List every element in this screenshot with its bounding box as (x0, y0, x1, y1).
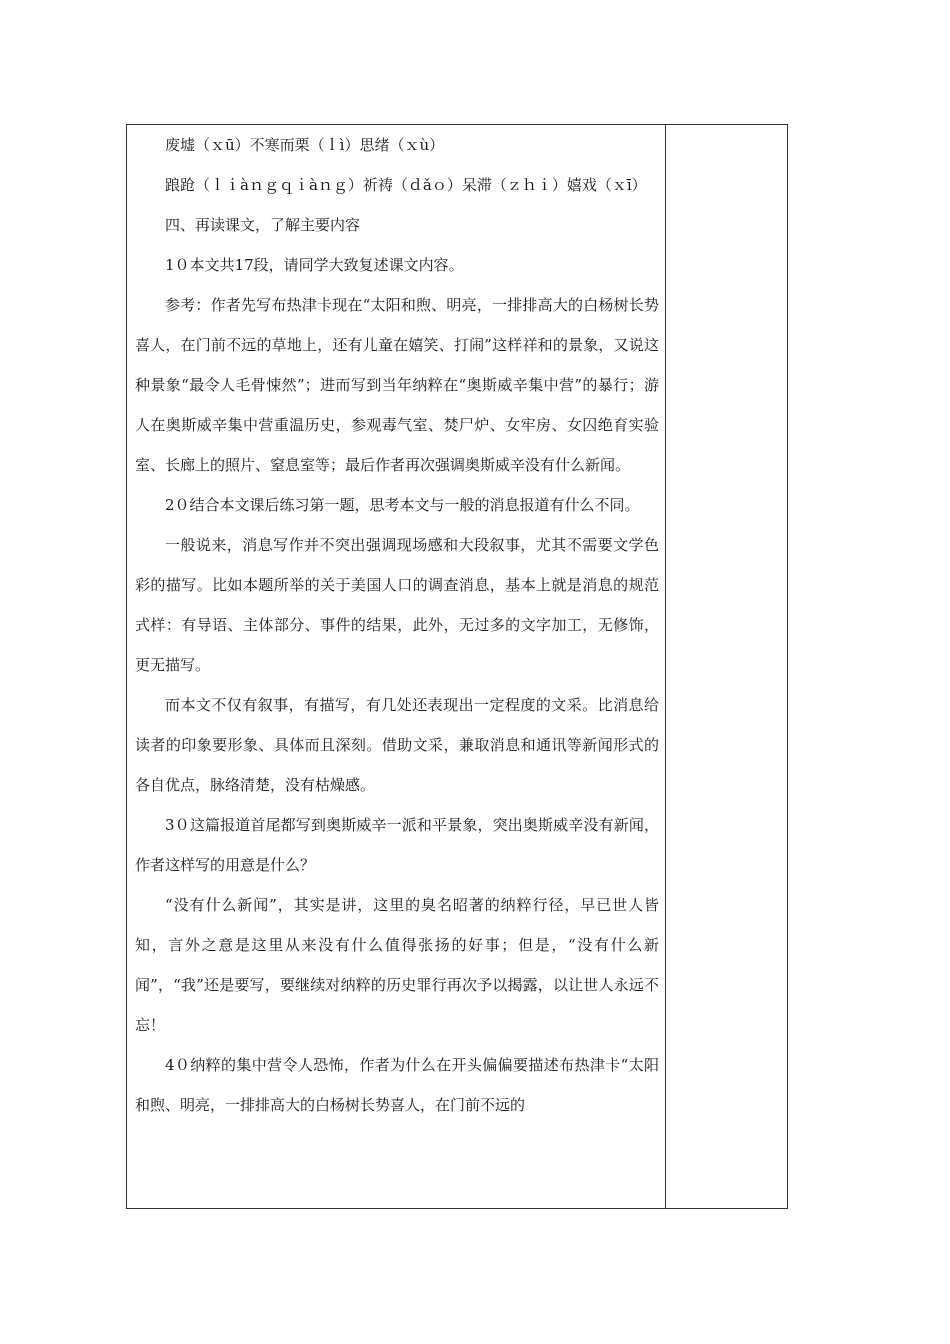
question-1: 1０本文共17段，请同学大致复述课文内容。 (165, 256, 464, 274)
question-4: 4０纳粹的集中营令人恐怖，作者为什么在开头偏偏要描述布热津卡“太阳和煦、明亮，一排排高大的白杨树长势喜人，在门前不远的 (135, 1056, 659, 1114)
vocab-line-1: 废墟（ｘū）不寒而栗（ｌì）思绪（ｘù） (165, 136, 445, 154)
lesson-table (126, 124, 788, 1209)
lesson-content-cell (135, 125, 659, 1125)
question-2: 2０结合本文课后练习第一题，思考本文与一般的消息报道有什么不同。 (165, 496, 640, 514)
vocab-line-2: 踉跄（ｌｉàｎｇｑｉàｎｇ）祈祷（ｄǎｏ）呆滞（ｚｈｉ）嬉戏（ｘī） (165, 176, 647, 194)
table-column-divider (665, 125, 666, 1208)
question-3: 3０这篇报道首尾都写到奥斯威辛一派和平景象，突出奥斯威辛没有新闻，作者这样写的用意是什么？ (135, 816, 659, 874)
answer-2-part-1: 一般说来，消息写作并不突出强调现场感和大段叙事，尤其不需要文学色彩的描写。比如本题所举的关于美国人口的调查消息，基本上就是消息的规范式样：有导语、主体部分、事件的结果，此外，无过多的文字加工，无修饰，更无描写。 (135, 536, 659, 674)
answer-2-part-2: 而本文不仅有叙事，有描写，有几处还表现出一定程度的文采。比消息给读者的印象要形象、具体而且深刻。借助文采，兼取消息和通讯等新闻形式的各自优点，脉络清楚，没有枯燥感。 (135, 696, 659, 794)
answer-3: “没有什么新闻”，其实是讲，这里的臭名昭著的纳粹行径，早已世人皆知，言外之意是这里从来没有什么值得张扬的好事；但是，“没有什么新闻”，“我”还是要写，要继续对纳粹的历史罪行再次予以揭露，以让世人永远不忘！ (135, 896, 659, 1034)
answer-1: 参考：作者先写布热津卡现在“太阳和煦、明亮，一排排高大的白杨树长势喜人，在门前不远的草地上，还有儿童在嬉笑、打闹”这样祥和的景象，又说这种景象“最令人毛骨悚然”；进而写到当年纳粹在“奥斯威辛集中营”的暴行；游人在奥斯威辛集中营重温历史，参观毒气室、焚尸炉、女牢房、女囚绝育实验室、长廊上的照片、窒息室等；最后作者再次强调奥斯威辛没有什么新闻。 (135, 296, 659, 474)
section-heading: 四、再读课文，了解主要内容 (165, 216, 361, 234)
